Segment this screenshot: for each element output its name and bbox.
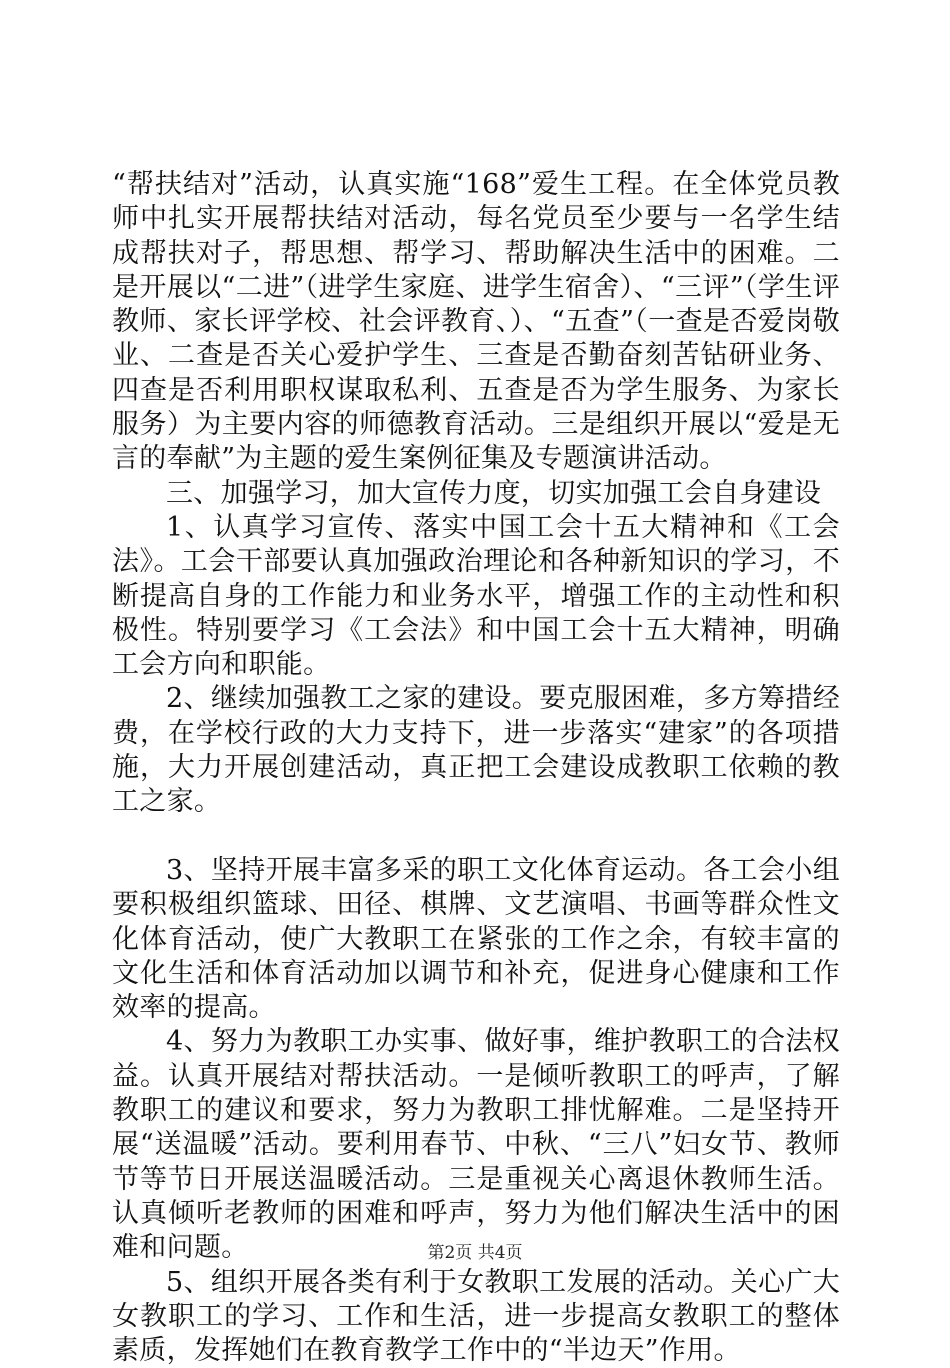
- paragraph-continuation: “帮扶结对”活动，认真实施“168”爱生工程。在全体党员教师中扎实开展帮扶结对活动，每名党员至少要与一名学生结成帮扶对子，帮思想、帮学习、帮助解决生活中的困难。二是开展以“二进”（进学生家庭、进学生宿舍）、“三评”（学生评教师、家长评学校、社会评教育、）、“五查”（一查是否爱岗敬业、二查是否关心爱护学生、三查是否勤奋刻苦钻研业务、四查是否利用职权谋取私利、五查是否为学生服务、为家长服务）为主要内容的师德教育活动。三是组织开展以“爱是无言的奉献”为主题的爱生案例征集及专题演讲活动。: [112, 168, 840, 477]
- paragraph-item-2: 2、继续加强教工之家的建设。要克服困难，多方筹措经费，在学校行政的大力支持下，进一步落实“建家”的各项措施，大力开展创建活动，真正把工会建设成教职工依赖的教工之家。: [112, 682, 840, 819]
- paragraph-item-1: 1、认真学习宣传、落实中国工会十五大精神和《工会法》。工会干部要认真加强政治理论和各种新知识的学习，不断提高自身的工作能力和业务水平，增强工作的主动性和积极性。特别要学习《工会法》和中国工会十五大精神，明确工会方向和职能。: [112, 511, 840, 682]
- section-heading: 三、加强学习，加大宣传力度，切实加强工会自身建设: [112, 477, 840, 511]
- blank-line: [112, 820, 840, 854]
- paragraph-item-5: 5、组织开展各类有利于女教职工发展的活动。关心广大女教职工的学习、工作和生活，进一步提高女教职工的整体素质，发挥她们在教育教学工作中的“半边天”作用。: [112, 1266, 840, 1368]
- paragraph-item-4: 4、努力为教职工办实事、做好事，维护教职工的合法权益。认真开展结对帮扶活动。一是倾听教职工的呼声，了解教职工的建议和要求，努力为教职工排忧解难。二是坚持开展“送温暖”活动。要利用春节、中秋、“三八”妇女节、教师节等节日开展送温暖活动。三是重视关心离退休教师生活。认真倾听老教师的困难和呼声，努力为他们解决生活中的困难和问题。: [112, 1025, 840, 1265]
- page-footer: 第2页 共4页: [0, 1242, 950, 1264]
- paragraph-item-3: 3、坚持开展丰富多采的职工文化体育运动。各工会小组要积极组织篮球、田径、棋牌、文艺演唱、书画等群众性文化体育活动，使广大教职工在紧张的工作之余，有较丰富的文化生活和体育活动加以调节和补充，促进身心健康和工作效率的提高。: [112, 854, 840, 1025]
- document-body: [112, 168, 840, 1368]
